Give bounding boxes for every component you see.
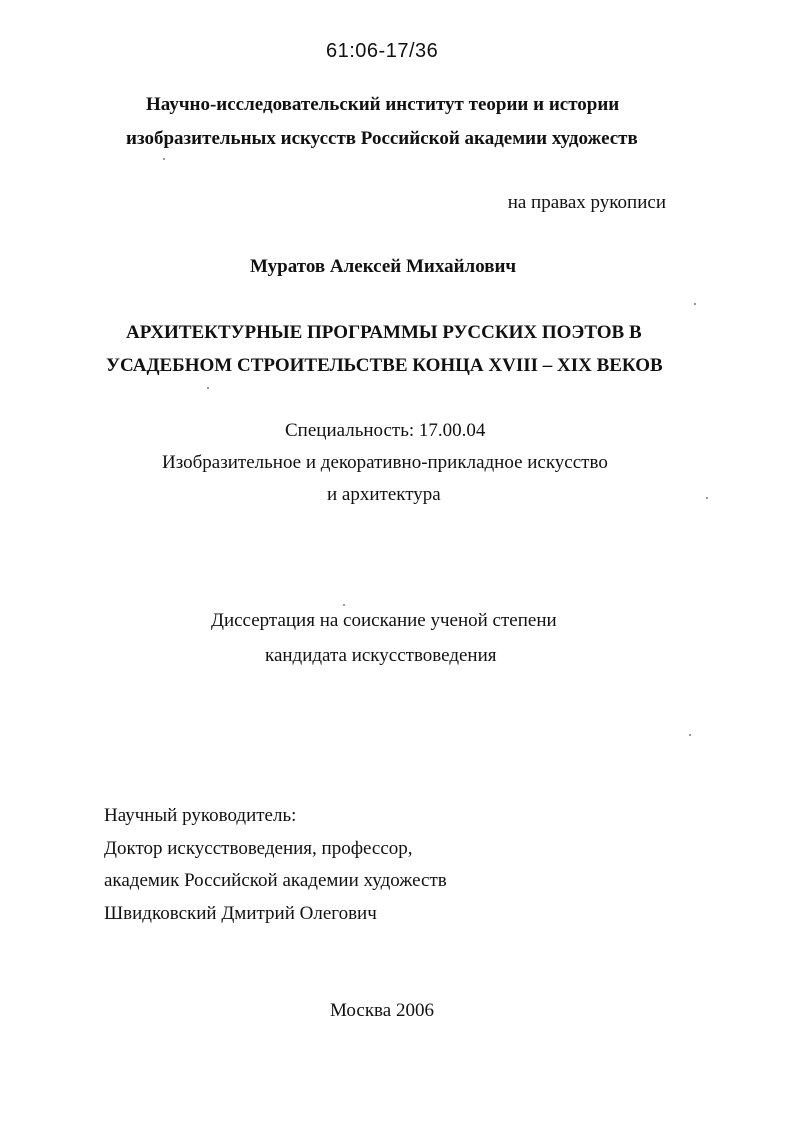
specialty-name-line-2: и архитектура: [327, 484, 441, 505]
author-name: Муратов Алексей Михайлович: [250, 256, 517, 277]
dissertation-type-line-1: Диссертация на соискание ученой степени: [211, 610, 557, 631]
scan-speck: [163, 158, 165, 160]
supervisor-rank: академик Российской академии художеств: [104, 870, 447, 891]
thesis-title-line-2: УСАДЕБНОМ СТРОИТЕЛЬСТВЕ КОНЦА XVIII – XIX ВЕКОВ: [106, 355, 663, 376]
supervisor-degree: Доктор искусствоведения, профессор,: [104, 838, 413, 859]
scan-speck: [343, 604, 345, 606]
thesis-title-line-1: АРХИТЕКТУРНЫЕ ПРОГРАММЫ РУССКИХ ПОЭТОВ В: [126, 322, 642, 343]
specialty-code: Специальность: 17.00.04: [285, 420, 486, 441]
supervisor-label: Научный руководитель:: [104, 805, 297, 826]
dissertation-type-line-2: кандидата искусствоведения: [265, 645, 497, 666]
institution-line-2: изобразительных искусств Российской академии художеств: [126, 128, 638, 149]
supervisor-name: Швидковский Дмитрий Олегович: [104, 903, 377, 924]
scan-speck: [706, 497, 708, 499]
scan-speck: [207, 387, 209, 389]
city-and-year: Москва 2006: [330, 1000, 434, 1021]
manuscript-rights-note: на правах рукописи: [507, 192, 666, 213]
catalog-code: 61:06-17/36: [326, 40, 439, 62]
scan-speck: [689, 734, 691, 736]
specialty-name-line-1: Изобразительное и декоративно-прикладное искусство: [162, 452, 608, 473]
scan-speck: [694, 303, 696, 305]
institution-line-1: Научно-исследовательский институт теории и истории: [146, 94, 620, 115]
